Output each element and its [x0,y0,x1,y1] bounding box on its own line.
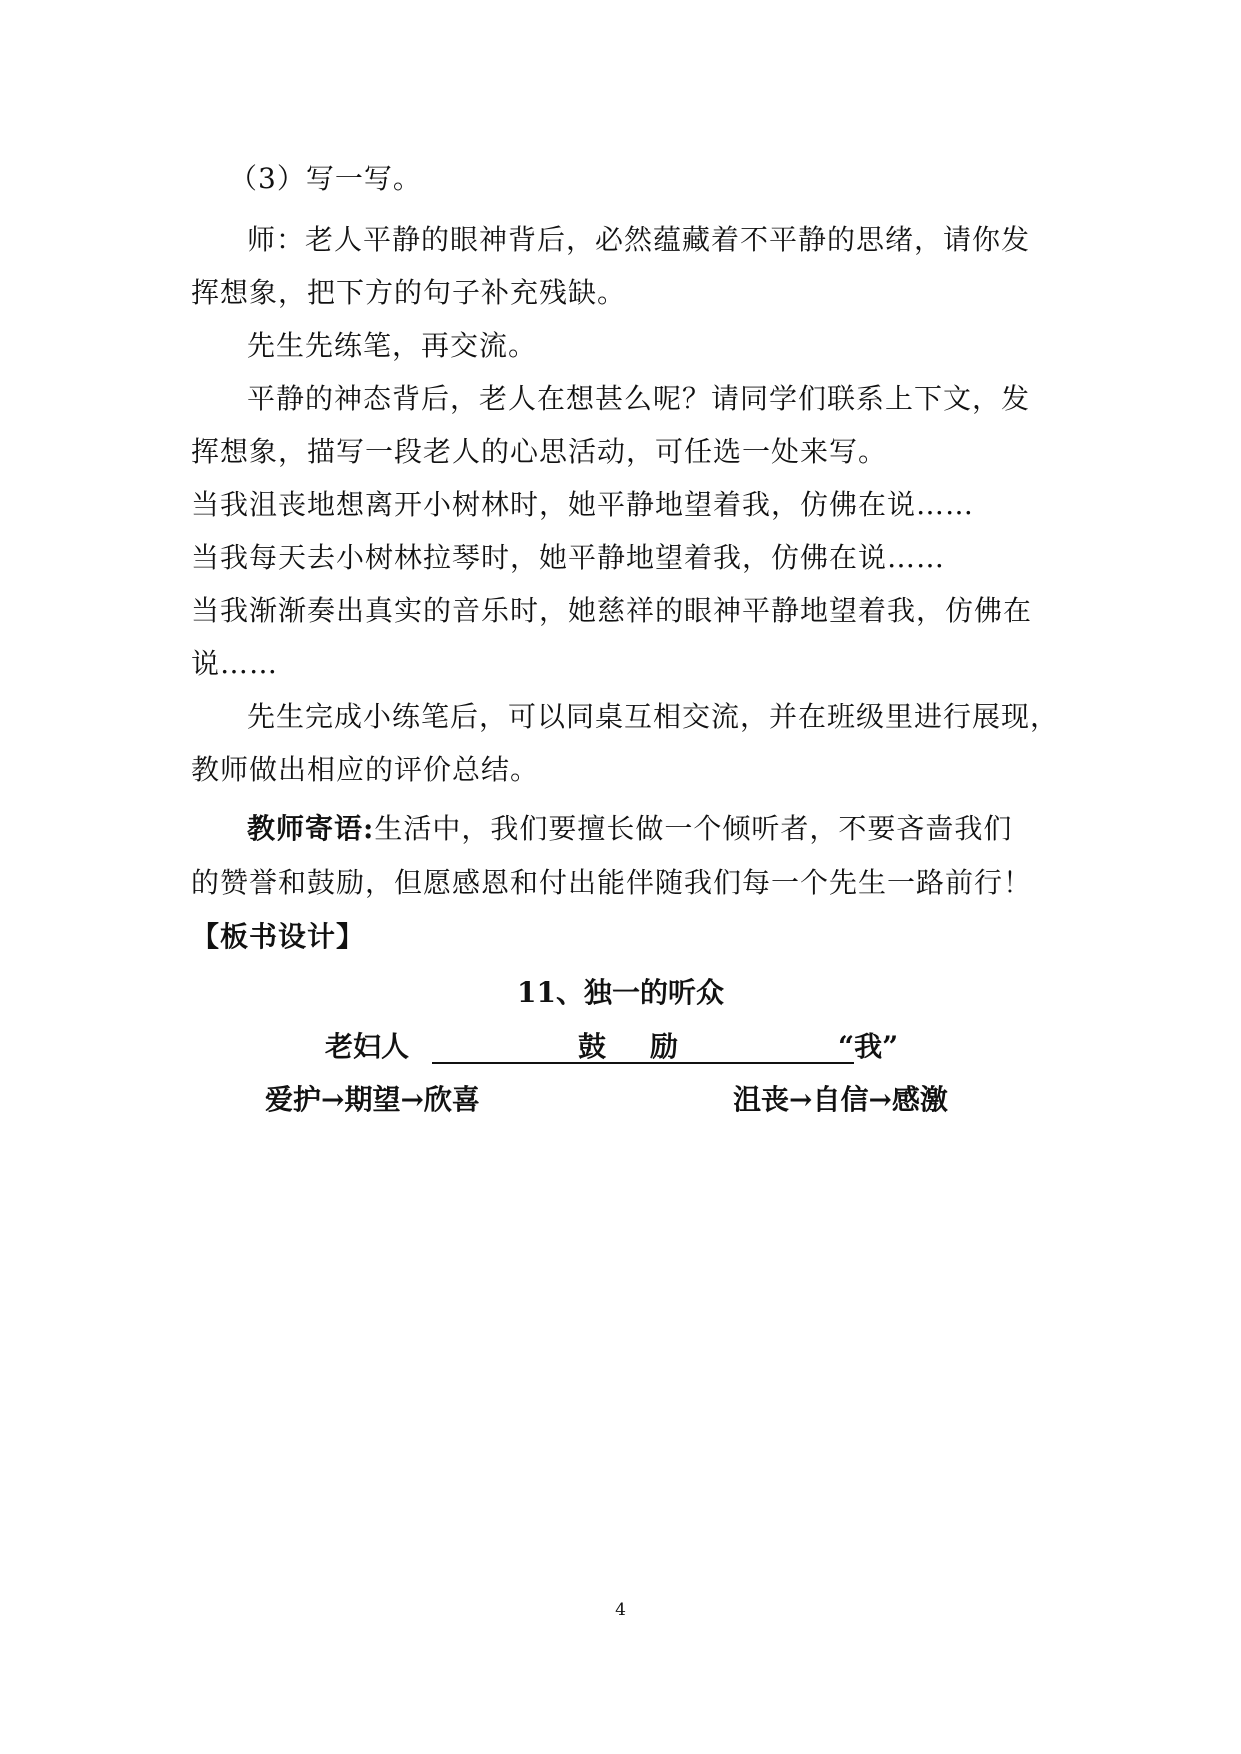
board-design-heading: 【板书设计】 [191,920,366,953]
board-left-name: 老妇人 [325,1030,410,1063]
paragraph-exchange-line2: 教师做出相应的评价总结。 [191,753,540,786]
board-left-chain: 爱护→期望→欣喜 [265,1083,480,1116]
teacher-message-line2: 的赞誉和鼓励，但愿感恩和付出能伴随我们每一个先生一路前行！ [191,866,1033,899]
paragraph-exchange-line1: 先生完成小练笔后，可以同桌互相交流，并在班级里进行展现， [247,700,1060,733]
paragraph-teacher-line1: 师：老人平静的眼神背后，必然蕴藏着不平静的思绪，请你发 [247,223,1031,256]
board-middle-word: 鼓 励 [578,1030,687,1063]
teacher-message-line1 [247,812,1117,846]
paragraph-practice: 先生先练笔，再交流。 [247,329,538,362]
board-title: 11、独一的听众 [517,976,724,1009]
paragraph-question-line2: 挥想象，描写一段老人的心思活动，可任选一处来写。 [191,435,888,468]
teacher-message-label: 教师寄语: [247,812,375,845]
prompt-sentence-1: 当我沮丧地想离开小树林时，她平静地望着我，仿佛在说…… [191,488,975,521]
paragraph-write: （3）写一写。 [229,162,422,195]
paragraph-question-line1: 平静的神态背后，老人在想甚么呢？请同学们联系上下文，发 [247,382,1031,415]
teacher-message-text: 生活中，我们要擅长做一个倾听者，不要吝啬我们 [374,812,1013,845]
page-number: 4 [615,1600,626,1620]
board-right-name: “我” [838,1030,899,1063]
prompt-sentence-2: 当我每天去小树林拉琴时，她平静地望着我，仿佛在说…… [191,541,946,574]
prompt-sentence-3-line1: 当我渐渐奏出真实的音乐时，她慈祥的眼神平静地望着我，仿佛在 [191,594,1033,627]
prompt-sentence-3-line2: 说…… [191,647,279,680]
board-right-chain: 沮丧→自信→感激 [733,1083,948,1116]
paragraph-teacher-line2: 挥想象，把下方的句子补充残缺。 [191,276,627,309]
